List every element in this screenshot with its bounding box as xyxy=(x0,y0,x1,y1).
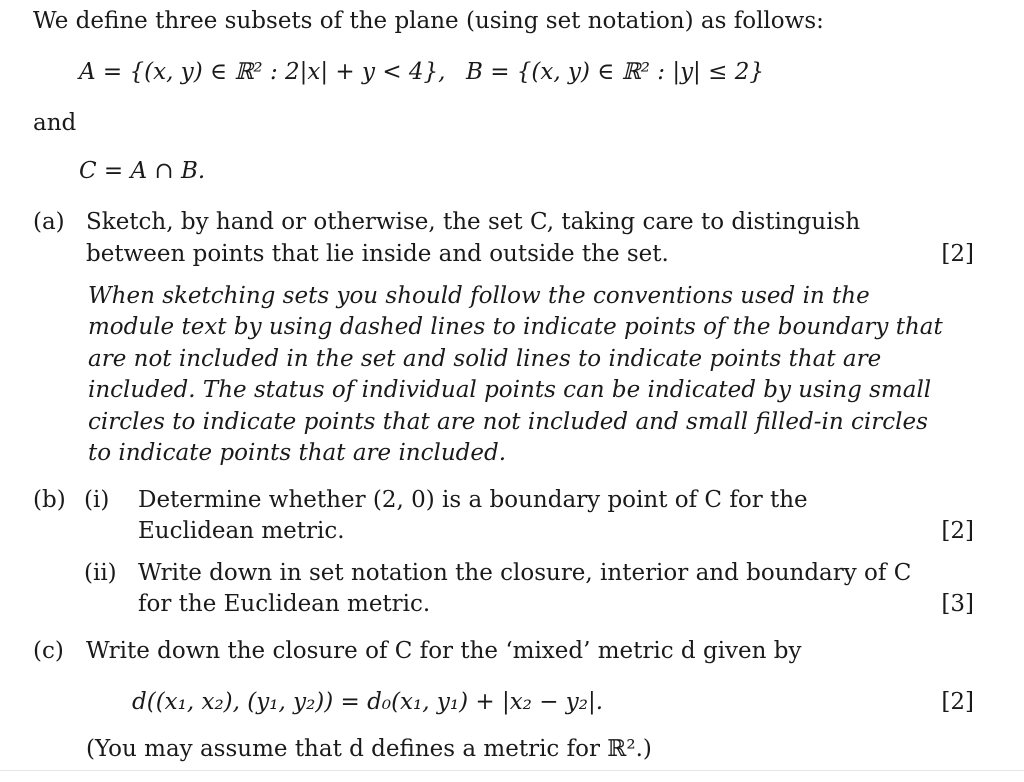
part-c-label: (c) xyxy=(33,638,64,664)
part-b-ii-text-line1: Write down in set notation the closure, interior and boundary of C xyxy=(138,560,912,586)
note-line: When sketching sets you should follow the conventions used in the xyxy=(88,283,870,309)
set-b-definition: B = {(x, y) ∈ ℝ² : |y| ≤ 2} xyxy=(466,59,764,85)
part-a-marks: [2] xyxy=(941,241,974,267)
note-line: module text by using dashed lines to indicate points of the boundary that xyxy=(88,314,943,340)
set-c-definition: C = A ∩ B. xyxy=(79,158,206,184)
mixed-metric-formula: d((x₁, x₂), (y₁, y₂)) = d₀(x₁, y₁) + |x₂ − y₂|. xyxy=(132,689,604,715)
note-line: circles to indicate points that are not included and small filled-in circles xyxy=(88,409,928,435)
part-b-i-label: (i) xyxy=(84,487,110,513)
part-b-i-marks: [2] xyxy=(941,518,974,544)
part-c-assumption: (You may assume that d defines a metric for ℝ².) xyxy=(86,736,652,762)
part-b-ii-label: (ii) xyxy=(84,560,117,586)
note-line: included. The status of individual points can be indicated by using small xyxy=(88,377,932,403)
part-b-ii-marks: [3] xyxy=(941,591,974,617)
part-b-i-text-line1: Determine whether (2, 0) is a boundary point of C for the xyxy=(138,487,808,513)
note-line: are not included in the set and solid lines to indicate points that are xyxy=(88,346,882,372)
part-a-text-line1: Sketch, by hand or otherwise, the set C, taking care to distinguish xyxy=(86,209,861,235)
set-a-definition: A = {(x, y) ∈ ℝ² : 2|x| + y < 4}, xyxy=(79,59,446,85)
part-c-marks: [2] xyxy=(941,689,974,715)
part-b-label: (b) xyxy=(33,487,66,513)
note-line: to indicate points that are included. xyxy=(88,440,507,466)
part-a-text-line2: between points that lie inside and outside the set. xyxy=(86,241,669,267)
page-bottom-divider xyxy=(0,770,1024,771)
part-b-ii-text-line2: for the Euclidean metric. xyxy=(138,591,431,617)
part-a-label: (a) xyxy=(33,209,65,235)
and-text: and xyxy=(33,110,77,136)
part-b-i-text-line2: Euclidean metric. xyxy=(138,518,345,544)
part-c-text-line1: Write down the closure of C for the ‘mixed’ metric d given by xyxy=(86,638,802,664)
intro-text: We define three subsets of the plane (using set notation) as follows: xyxy=(33,8,824,34)
